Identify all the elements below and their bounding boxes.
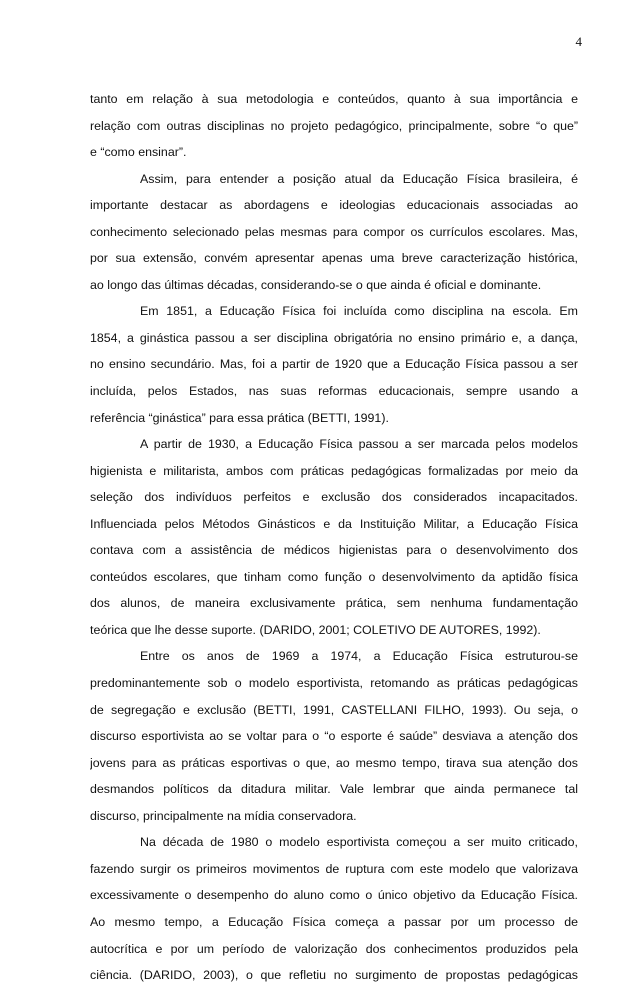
text-line: tanto em relação à sua metodologia e conteúdos, quanto à sua importância e [90, 92, 578, 106]
paragraph [90, 166, 578, 299]
text-line: teórica que lhe desse suporte. (DARIDO, 2001; COLETIVO DE AUTORES, 1992). [90, 622, 541, 637]
text-line: predominantemente sob o modelo esportivista, retomando as práticas pedagógicas [90, 676, 578, 691]
text-line: A partir de 1930, a Educação Física passou a ser marcada pelos modelos [140, 437, 578, 452]
text-line: ciência. (DARIDO, 2003), o que refletiu no surgimento de propostas pedagógicas [90, 968, 578, 983]
paragraph [90, 86, 578, 166]
text-line: autocrítica e por um período de valorização dos conhecimentos produzidos pela [90, 941, 578, 956]
text-line: e “como ensinar”. [90, 145, 187, 160]
paragraph [90, 298, 578, 431]
text-line: higienista e militarista, ambos com práticas pedagógicas formalizadas por meio da [90, 463, 578, 478]
page-number: 4 [575, 34, 582, 49]
text-line: Em 1851, a Educação Física foi incluída como disciplina na escola. Em [140, 304, 578, 319]
text-line: de segregação e exclusão (BETTI, 1991, CASTELLANI FILHO, 1993). Ou seja, o [90, 702, 578, 717]
paragraph [90, 643, 578, 829]
text-line: discurso, principalmente na mídia conservadora. [90, 808, 357, 823]
text-line: dos alunos, de maneira exclusivamente prática, sem nenhuma fundamentação [90, 596, 578, 611]
text-line: importante destacar as abordagens e ideologias educacionais associadas ao [90, 198, 578, 213]
text-line: contava com a assistência de médicos higienistas para o desenvolvimento dos [90, 543, 578, 558]
text-line: seleção dos indivíduos perfeitos e exclusão dos considerados incapacitados. [90, 490, 578, 505]
text-line: conhecimento selecionado pelas mesmas para compor os currículos escolares. Mas, [90, 224, 578, 239]
document-body [90, 86, 578, 989]
text-line: excessivamente o desempenho do aluno como o único objetivo da Educação Física. [90, 888, 578, 903]
text-line: Entre os anos de 1969 a 1974, a Educação Física estruturou-se [140, 649, 578, 664]
text-line: desmandos políticos da ditadura militar. Vale lembrar que ainda permanece tal [90, 782, 578, 797]
text-line: conteúdos escolares, que tinham como função o desenvolvimento da aptidão física [90, 569, 578, 584]
text-line: relação com outras disciplinas no projeto pedagógico, principalmente, sobre “o que” [90, 118, 578, 133]
text-line: ao longo das últimas décadas, considerando-se o que ainda é oficial e dominante. [90, 277, 542, 292]
text-line: 1854, a ginástica passou a ser disciplina obrigatória no ensino primário e, a dança, [90, 330, 578, 345]
text-line: jovens para as práticas esportivas o que, ao mesmo tempo, tirava sua atenção dos [90, 755, 578, 770]
text-line: fazendo surgir os primeiros movimentos de ruptura com este modelo que valorizava [90, 861, 578, 876]
text-line: Na década de 1980 o modelo esportivista começou a ser muito criticado, [140, 835, 578, 850]
text-line: por sua extensão, convém apresentar apenas uma breve caracterização histórica, [90, 251, 578, 266]
text-line: Assim, para entender a posição atual da Educação Física brasileira, é [140, 171, 578, 186]
text-line: incluída, pelos Estados, nas suas reformas educacionais, sempre usando a [90, 384, 578, 399]
paragraph [90, 431, 578, 643]
text-line: discurso esportivista ao se voltar para o “o esporte é saúde” desviava a atenção dos [90, 729, 578, 744]
text-line: referência “ginástica” para essa prática (BETTI, 1991). [90, 410, 389, 425]
text-line: no ensino secundário. Mas, foi a partir de 1920 que a Educação Física passou a ser [90, 357, 578, 372]
text-line: Influenciada pelos Métodos Ginásticos e da Instituição Militar, a Educação Física [90, 516, 578, 531]
text-line: Ao mesmo tempo, a Educação Física começa a passar por um processo de [90, 914, 578, 929]
paragraph [90, 829, 578, 988]
